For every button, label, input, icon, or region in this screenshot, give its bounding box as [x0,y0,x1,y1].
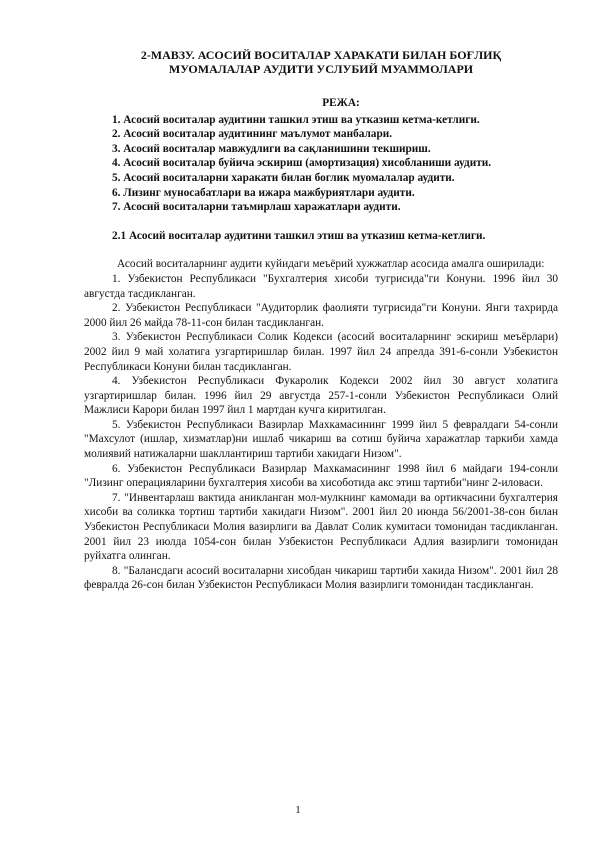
page-number: 1 [295,804,301,816]
plan-heading: РЕЖА: [322,97,360,109]
list-item: 7. "Инвентарлаш вактида аникланган мол-мулкнинг камомади ва ортикчасини бухгалтерия хисоби ва соликка тортиш тартиби хакидаги Низом". 2001 йил 20 июнда 56/2001-38-сон билан Узбекистон Республикаси Молия вазирлиги ва Давлат Солик кумитаси томонидан тасдикланган. 2001 йил 23 июлда 1054-сон билан Узбекистон Республикаси Адлия вазирлиги томонидан руйхатга олинган. [84,491,558,563]
list-item: 2. Узбекистон Республикаси "Аудиторлик фаолияти тугрисида"ги Конуни. Янги тахрирда 2000 йил 26 майда 78-11-сон билан тасдикланган. [84,302,558,329]
list-item: 1. Узбекистон Республикаси "Бухгалтерия хисоби тугрисида"ги Конуни. 1996 йил 30 августда тасдикланган. [84,272,558,300]
document-title [84,48,558,76]
list-item: 8. "Балансдаги асосий воситаларни хисобдан чикариш тартиби хакида Низом". 2001 йил 28 февралда 26-сон билан Узбекистон Республикаси Молия вазирлиги томонидан тасдикланган. [84,564,558,592]
plan-item: 1. Асосий воситалар аудитини ташкил этиш ва утказиш кетма-кетлиги. [112,113,480,126]
plan-list [84,113,558,215]
list-item: 5. Узбекистон Республикаси Вазирлар Махкамасининг 1999 йил 5 февралдаги 54-сонли "Махсулот (ишлар, хизматлар)ни ишлаб чикариш ва сотиш буйича харажатлар таркиби хамда молиявий натижаларни шакллантириш тартиби хакидаги Низом". [84,418,558,461]
title-line-2: МУОМАЛАЛАР АУДИТИ УСЛУБИЙ МУАММОЛАРИ [168,62,474,76]
title-line-1: 2-МАВЗУ. АСОСИЙ ВОСИТАЛАР ХАРАКАТИ БИЛАН БОҒЛИҚ [140,48,502,62]
plan-item: 5. Асосий воситаларни харакати билан боглик муомалалар аудити. [112,171,455,184]
intro-paragraph: Асосий воситаларнинг аудити куйидаги меъёрий хужжатлар асосида амалга оширилади: [117,258,545,271]
plan-item: 6. Лизинг муносабатлари ва ижара мажбуриятлари аудити. [112,186,415,199]
page-content [84,48,558,593]
list-item: 4. Узбекистон Республикаси Фукаролик Кодекси 2002 йил 30 август холатига узгартиришлар билан. 1996 йил 29 августда 257-1-сонли Узбекистон Республикаси Олий Мажлиси Карори билан 1997 йил 1 мартдан кучга киритилган. [84,375,558,417]
list-item: 3. Узбекистон Республикаси Солик Кодекси (асосий воситаларнинг эскириш меъёрлари) 2002 йил 9 май холатига узгартиришлар билан. 1997 йил 24 апрелда 391-6-сонли Узбекистон Республикаси Конуни билан тасдикланган. [84,331,558,373]
plan-item: 2. Асосий воситалар аудитининг маълумот манбалари. [112,128,393,141]
plan-item: 4. Асосий воситалар буйича эскириш (амортизация) хисобланиши аудити. [112,157,492,170]
list-item: 6. Узбекистон Республикаси Вазирлар Махкамасининг 1998 йил 6 майдаги 194-сонли "Лизинг операцияларини бухгалтерия хисоби ва хисоботида акс этиш тартиби"нинг 2-иловаси. [84,462,558,490]
section-heading: 2.1 Асосий воситалар аудитини ташкил этиш ва утказиш кетма-кетлиги. [112,229,486,242]
plan-item: 7. Асосий воситаларни таъмирлаш харажатлари аудити. [112,201,401,214]
plan-item: 3. Асосий воситалар мавжудлиги ва сақланишини текшириш. [112,142,431,155]
